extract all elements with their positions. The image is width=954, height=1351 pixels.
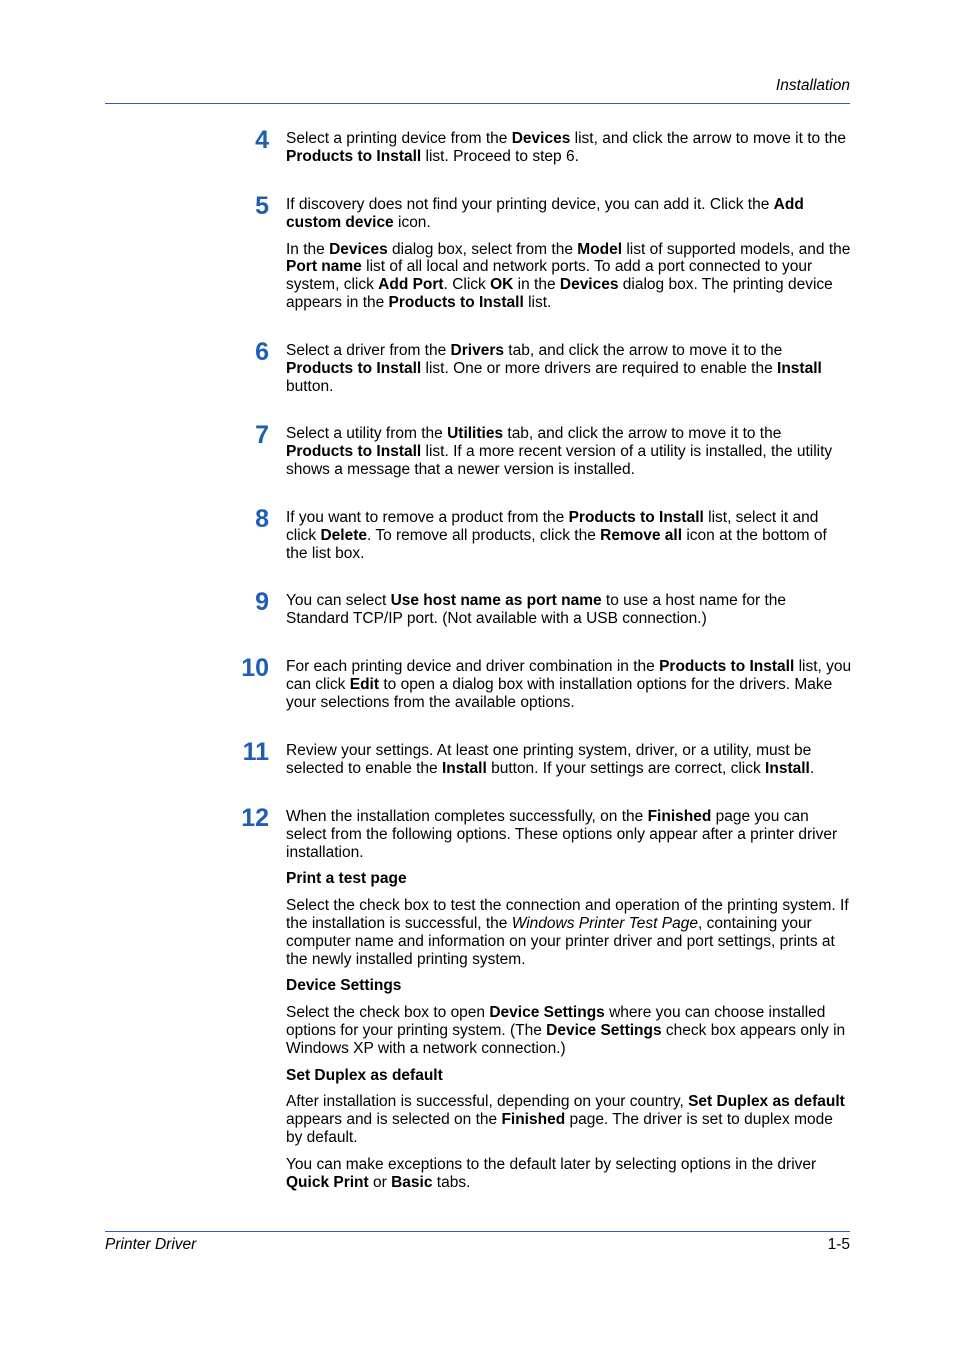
emphasis-term: Basic bbox=[391, 1173, 433, 1191]
page-header-title: Installation bbox=[775, 77, 850, 94]
emphasis-term: Products to Install bbox=[286, 442, 422, 460]
step-text: Select a printing device from the Devices list, and click the arrow to move it to the Products to Install list. Proceed to step 6. bbox=[286, 130, 847, 165]
emphasis-term: Finished bbox=[647, 808, 712, 825]
emphasis-term: Delete bbox=[320, 526, 367, 544]
emphasis-term: Products to Install bbox=[286, 147, 422, 165]
emphasis-term: Products to Install bbox=[388, 293, 524, 311]
footer-chapter-title: Printer Driver bbox=[105, 1236, 197, 1253]
emphasis-term: Remove all bbox=[600, 526, 683, 544]
emphasis-term: Set Duplex as default bbox=[688, 1093, 845, 1111]
step-number: 8 bbox=[255, 505, 269, 533]
emphasis-term: Utilities bbox=[447, 425, 504, 442]
option-text-print-test-page: Select the check box to test the connection and operation of the printing system. If the installation is successful, the Windows Printer Test Page, containing your computer name and information on your printer driver and port settings, prints at the newly installed printing system. bbox=[286, 897, 849, 968]
emphasis-term: Install bbox=[777, 359, 822, 377]
step-number: 5 bbox=[255, 192, 269, 220]
step-number: 11 bbox=[242, 738, 269, 766]
step-text: Select a driver from the Drivers tab, and click the arrow to move it to the Products to Install list. One or more drivers are required to enable the Install button. bbox=[286, 342, 822, 395]
step-text: For each printing device and driver combination in the Products to Install list, you can click Edit to open a dialog box with installation options for the drivers. Make your selections from the available options. bbox=[286, 658, 852, 711]
step-text: If you want to remove a product from the Products to Install list, select it and click Delete. To remove all products, click the Remove all icon at the bottom of the list box. bbox=[286, 509, 827, 562]
emphasis-term: Quick Print bbox=[286, 1173, 369, 1191]
emphasis-term: Devices bbox=[329, 240, 388, 258]
step-number: 12 bbox=[241, 804, 269, 832]
emphasis-term: Port name bbox=[286, 258, 362, 276]
step-text-detail: In the Devices dialog box, select from the Model list of supported models, and the Port name list of all local and network ports. To add a port connected to your system, click Add Port. Click OK in the Devices dialog box. The printing device appears in the Products to Install list. bbox=[286, 240, 851, 311]
step-number: 4 bbox=[255, 126, 269, 154]
step-text: When the installation completes successfully, on the Finished page you can select from the following options. These options only appear after a printer driver installation. bbox=[286, 808, 838, 861]
emphasis-term: Device Settings bbox=[546, 1021, 662, 1039]
step-text: Review your settings. At least one printing system, driver, or a utility, must be selected to enable the Install button. If your settings are correct, click Install. bbox=[286, 742, 815, 777]
emphasis-term: Products to Install bbox=[286, 359, 422, 377]
emphasis-term: Add custom device bbox=[286, 196, 804, 231]
header-rule bbox=[105, 103, 850, 104]
step-number: 10 bbox=[241, 654, 269, 682]
emphasis-term: Products to Install bbox=[659, 658, 795, 675]
emphasis-term: Model bbox=[577, 240, 623, 258]
emphasis-term: Devices bbox=[559, 276, 619, 294]
footer-rule bbox=[105, 1231, 850, 1232]
option-text-set-duplex-exceptions: You can make exceptions to the default later by selecting options in the driver Quick Print or Basic tabs. bbox=[286, 1155, 817, 1191]
step-text: Select a utility from the Utilities tab, and click the arrow to move it to the Products to Install list. If a more recent version of a utility is installed, the utility shows a message that a newer version is installed. bbox=[286, 425, 833, 478]
page-number: 1-5 bbox=[827, 1236, 850, 1253]
option-heading-device-settings: Device Settings bbox=[286, 977, 402, 995]
emphasis-term: Install bbox=[441, 759, 487, 777]
step-text: If discovery does not find your printing device, you can add it. Click the Add custom device icon. bbox=[286, 196, 804, 231]
emphasis-term: Finished bbox=[501, 1111, 566, 1129]
option-text-set-duplex: After installation is successful, depending on your country, Set Duplex as default appears and is selected on the Finished page. The driver is set to duplex mode by default. bbox=[286, 1093, 845, 1146]
step-number: 7 bbox=[255, 421, 269, 449]
emphasis-term: Device Settings bbox=[489, 1004, 605, 1022]
emphasis-term: Install bbox=[765, 759, 810, 777]
emphasis-term: Products to Install bbox=[568, 509, 704, 526]
step-text: You can select Use host name as port name to use a host name for the Standard TCP/IP port. (Not available with a USB connection.) bbox=[286, 592, 786, 627]
emphasis-term: Add Port bbox=[378, 276, 444, 294]
step-number: 9 bbox=[255, 588, 269, 616]
emphasis-term: Edit bbox=[349, 675, 380, 693]
emphasis-term: Devices bbox=[511, 130, 571, 147]
option-heading-print-test-page: Print a test page bbox=[286, 870, 407, 888]
italic-term: Windows Printer Test Page bbox=[511, 914, 698, 932]
emphasis-term: OK bbox=[490, 276, 514, 294]
option-heading-set-duplex: Set Duplex as default bbox=[286, 1066, 443, 1084]
step-number: 6 bbox=[255, 338, 269, 366]
emphasis-term: Use host name as port name bbox=[390, 592, 602, 609]
emphasis-term: Drivers bbox=[450, 342, 504, 359]
option-text-device-settings: Select the check box to open Device Settings where you can choose installed options for your printing system. (The Device Settings check box appears only in Windows XP with a network connection.) bbox=[286, 1004, 846, 1057]
